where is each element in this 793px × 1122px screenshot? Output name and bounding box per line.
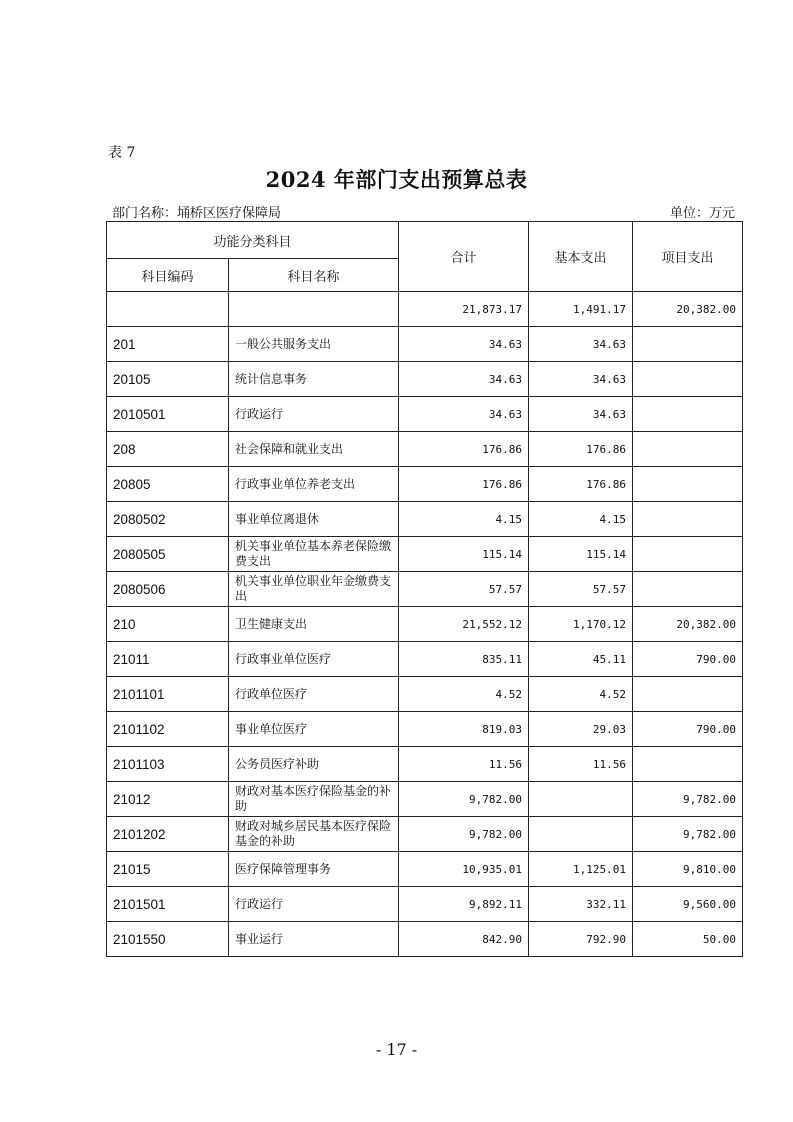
cell-project <box>633 467 743 502</box>
cell-basic <box>529 817 633 852</box>
cell-name: 行政单位医疗 <box>229 677 399 712</box>
cell-basic: 1,170.12 <box>529 607 633 642</box>
cell-project <box>633 502 743 537</box>
table-row <box>107 922 743 957</box>
cell-code: 2080502 <box>107 502 229 537</box>
cell-name: 事业单位离退休 <box>229 502 399 537</box>
table-row <box>107 572 743 607</box>
cell-code: 20105 <box>107 362 229 397</box>
cell-project <box>633 747 743 782</box>
cell-total: 4.15 <box>399 502 529 537</box>
table-row <box>107 397 743 432</box>
cell-total: 842.90 <box>399 922 529 957</box>
cell-basic: 4.15 <box>529 502 633 537</box>
cell-code: 2080506 <box>107 572 229 607</box>
cell-basic: 34.63 <box>529 397 633 432</box>
cell-basic: 29.03 <box>529 712 633 747</box>
cell-name: 事业运行 <box>229 922 399 957</box>
department-name: 部门名称：埇桥区医疗保障局 <box>112 206 282 221</box>
cell-name: 行政事业单位养老支出 <box>229 467 399 502</box>
table-row <box>107 502 743 537</box>
cell-project: 9,782.00 <box>633 782 743 817</box>
cell-project: 790.00 <box>633 712 743 747</box>
cell-total: 34.63 <box>399 327 529 362</box>
header-code: 科目编码 <box>107 259 229 292</box>
cell-project <box>633 432 743 467</box>
cell-code: 21015 <box>107 852 229 887</box>
cell-code: 2101501 <box>107 887 229 922</box>
cell-basic: 57.57 <box>529 572 633 607</box>
cell-project: 50.00 <box>633 922 743 957</box>
cell-project: 9,782.00 <box>633 817 743 852</box>
cell-name <box>229 292 399 327</box>
cell-name: 一般公共服务支出 <box>229 327 399 362</box>
cell-project: 9,810.00 <box>633 852 743 887</box>
cell-name: 行政运行 <box>229 397 399 432</box>
table-row <box>107 712 743 747</box>
table-row <box>107 327 743 362</box>
header-row <box>107 222 743 259</box>
cell-name: 医疗保障管理事务 <box>229 852 399 887</box>
cell-project <box>633 677 743 712</box>
cell-code: 21012 <box>107 782 229 817</box>
table-row <box>107 467 743 502</box>
cell-basic: 332.11 <box>529 887 633 922</box>
header-project: 项目支出 <box>633 222 743 292</box>
cell-basic: 1,491.17 <box>529 292 633 327</box>
table-row <box>107 817 743 852</box>
cell-project <box>633 397 743 432</box>
cell-project <box>633 537 743 572</box>
cell-total: 10,935.01 <box>399 852 529 887</box>
cell-name: 社会保障和就业支出 <box>229 432 399 467</box>
cell-code: 2101103 <box>107 747 229 782</box>
cell-basic: 11.56 <box>529 747 633 782</box>
cell-code: 2101102 <box>107 712 229 747</box>
cell-name: 行政事业单位医疗 <box>229 642 399 677</box>
cell-code: 21011 <box>107 642 229 677</box>
cell-code: 208 <box>107 432 229 467</box>
header-name: 科目名称 <box>229 259 399 292</box>
cell-total: 176.86 <box>399 467 529 502</box>
cell-name: 卫生健康支出 <box>229 607 399 642</box>
cell-total: 176.86 <box>399 432 529 467</box>
table-row <box>107 292 743 327</box>
cell-basic: 115.14 <box>529 537 633 572</box>
unit-label: 单位：万元 <box>669 206 735 221</box>
table-row <box>107 887 743 922</box>
cell-total: 9,782.00 <box>399 782 529 817</box>
cell-basic: 45.11 <box>529 642 633 677</box>
cell-basic <box>529 782 633 817</box>
cell-total: 34.63 <box>399 362 529 397</box>
cell-name: 财政对基本医疗保险基金的补助 <box>229 782 399 817</box>
cell-basic: 34.63 <box>529 362 633 397</box>
table-row <box>107 782 743 817</box>
cell-basic: 176.86 <box>529 467 633 502</box>
cell-code: 2080505 <box>107 537 229 572</box>
cell-total: 819.03 <box>399 712 529 747</box>
cell-total: 21,552.12 <box>399 607 529 642</box>
cell-project <box>633 362 743 397</box>
cell-total: 115.14 <box>399 537 529 572</box>
cell-total: 11.56 <box>399 747 529 782</box>
cell-project: 20,382.00 <box>633 607 743 642</box>
cell-name: 机关事业单位职业年金缴费支出 <box>229 572 399 607</box>
cell-code: 2101202 <box>107 817 229 852</box>
table-row <box>107 362 743 397</box>
cell-project <box>633 327 743 362</box>
cell-code: 20805 <box>107 467 229 502</box>
table-row <box>107 642 743 677</box>
cell-total: 34.63 <box>399 397 529 432</box>
cell-project: 9,560.00 <box>633 887 743 922</box>
cell-total: 9,782.00 <box>399 817 529 852</box>
cell-basic: 34.63 <box>529 327 633 362</box>
cell-basic: 4.52 <box>529 677 633 712</box>
table-row <box>107 677 743 712</box>
cell-name: 行政运行 <box>229 887 399 922</box>
table-row <box>107 537 743 572</box>
cell-name: 机关事业单位基本养老保险缴费支出 <box>229 537 399 572</box>
table-number: 表 7 <box>108 145 136 161</box>
header-total: 合计 <box>399 222 529 292</box>
cell-basic: 1,125.01 <box>529 852 633 887</box>
cell-code: 201 <box>107 327 229 362</box>
header-basic: 基本支出 <box>529 222 633 292</box>
cell-total: 835.11 <box>399 642 529 677</box>
cell-name: 财政对城乡居民基本医疗保险基金的补助 <box>229 817 399 852</box>
cell-total: 21,873.17 <box>399 292 529 327</box>
table-row <box>107 852 743 887</box>
cell-total: 4.52 <box>399 677 529 712</box>
cell-total: 57.57 <box>399 572 529 607</box>
page-number: - 17 - <box>375 1040 418 1059</box>
cell-name: 事业单位医疗 <box>229 712 399 747</box>
cell-code: 2010501 <box>107 397 229 432</box>
cell-code: 210 <box>107 607 229 642</box>
cell-project: 20,382.00 <box>633 292 743 327</box>
cell-code: 2101550 <box>107 922 229 957</box>
cell-basic: 792.90 <box>529 922 633 957</box>
cell-name: 公务员医疗补助 <box>229 747 399 782</box>
cell-name: 统计信息事务 <box>229 362 399 397</box>
table-row <box>107 607 743 642</box>
cell-code: 2101101 <box>107 677 229 712</box>
cell-total: 9,892.11 <box>399 887 529 922</box>
budget-table <box>106 221 743 957</box>
cell-code <box>107 292 229 327</box>
cell-basic: 176.86 <box>529 432 633 467</box>
cell-project: 790.00 <box>633 642 743 677</box>
table-row <box>107 432 743 467</box>
table-row <box>107 747 743 782</box>
document-title: 2024 年部门支出预算总表 <box>265 167 528 192</box>
cell-project <box>633 572 743 607</box>
header-func-class: 功能分类科目 <box>107 222 399 259</box>
